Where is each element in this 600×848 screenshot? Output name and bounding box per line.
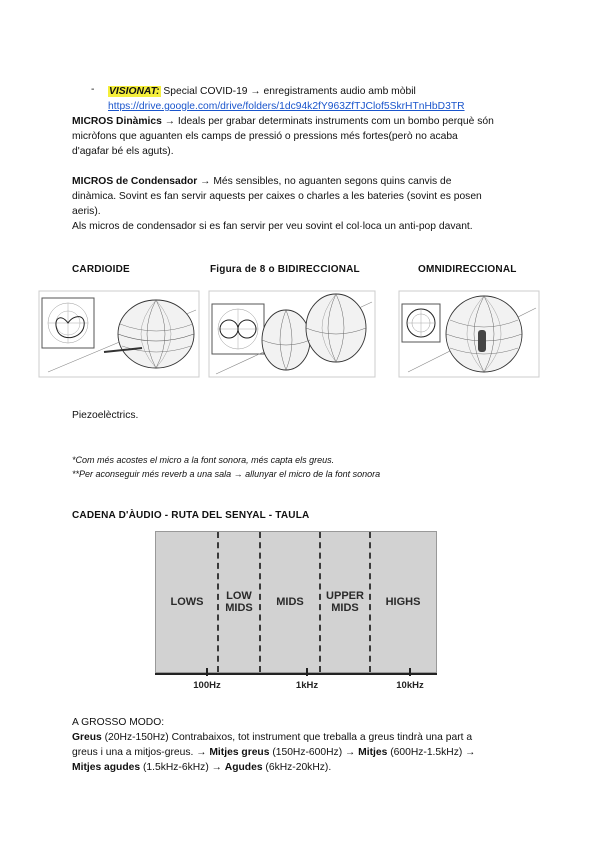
grosso-text-5: (1.5kHz-6kHz) → [140,762,225,773]
bullet-dash: - [91,84,95,95]
band-divider [259,532,261,672]
tick-label-10khz: 10kHz [396,680,424,691]
figure8-pattern-image [208,290,376,378]
grosso-text-1: (20Hz-150Hz) Contrabaixos, tot instrument que treballa a greus tindrà una part a [101,732,473,743]
visionat-line [108,84,416,99]
tick-label-1khz: 1kHz [295,680,319,691]
band-low-mids: LOW MIDS [225,590,253,614]
audio-chain-heading: CADENA D'ÀUDIO - RUTA DEL SENYAL - TAULA [72,510,310,521]
figure8-heading: Figura de 8 o BIDIRECCIONAL [210,264,360,275]
note-2: **Per aconseguir més reverb a una sala → allunyar el micro de la font sonora [72,469,381,479]
cardioid-heading: CARDIOIDE [72,264,130,275]
visionat-text: Special COVID-19 → enregistraments audio amb mòbil [160,86,416,97]
dynamic-line3: d'agafar bé els aguts). [72,146,174,157]
tick-label-100hz: 100Hz [193,680,221,691]
band-highs: HIGHS [385,596,421,608]
cardioid-pattern-image [38,290,200,378]
condenser-line3: aeris). [72,206,101,217]
mitjes-greus-label: Mitjes greus [209,747,270,758]
band-divider [217,532,219,672]
axis-tick [409,668,411,676]
frequency-axis [155,673,437,675]
omni-heading: OMNIDIRECCIONAL [418,264,517,275]
dynamic-title: MICROS Dinàmics [72,116,162,127]
mitjes-label: Mitjes [358,747,388,758]
grosso-text-6: (6kHz-20kHz). [262,762,332,773]
band-lows: LOWS [170,596,204,608]
axis-tick [206,668,208,676]
grosso-text-4: (600Hz-1.5kHz) → [387,747,476,758]
condenser-line4: Als micros de condensador si es fan servir per veu sovint el col·loca un anti-pop davant. [72,221,473,232]
condenser-line2: dinàmica. Sovint es fan servir aquests per caixes o charles a les bateries (sovint es posen [72,191,482,202]
piezo-text: Piezoelèctrics. [72,410,139,421]
greus-label: Greus [72,732,102,743]
grosso-text-3: (150Hz-600Hz) → [269,747,359,758]
visionat-highlight: VISIONAT: [109,86,160,97]
condenser-line1: → Més sensibles, no aguanten segons quins canvis de [197,176,452,187]
drive-link[interactable]: https://drive.google.com/drive/folders/1dc94k2fY963ZfTJClof5SkrHTnHbD3TR [108,101,465,112]
mitjes-agudes-label: Mitjes agudes [72,762,141,773]
condenser-title: MICROS de Condensador [72,176,198,187]
band-mids: MIDS [276,596,304,608]
frequency-bands-chart [155,531,437,673]
band-divider [369,532,371,672]
band-divider [319,532,321,672]
note-1: *Com més acostes el micro a la font sonora, més capta els greus. [72,455,335,465]
axis-tick [306,668,308,676]
agudes-label: Agudes [224,762,263,773]
grosso-title: A GROSSO MODO: [72,717,165,728]
dynamic-mics-paragraph [72,114,542,159]
band-upper-mids: UPPER MIDS [326,590,364,614]
condenser-mics-paragraph [72,174,542,234]
dynamic-line2: micròfons que aguanten els camps de pressió o pressions més fortes(però no acaba [72,131,458,142]
grosso-modo-paragraph [72,715,542,775]
grosso-text-2: greus i una a mitjos-greus. → [72,747,210,758]
drive-link-line [108,99,465,114]
dynamic-line1: → Ideals per grabar determinats instruments com un bombo perquè són [161,116,494,127]
omni-pattern-image [398,290,540,378]
